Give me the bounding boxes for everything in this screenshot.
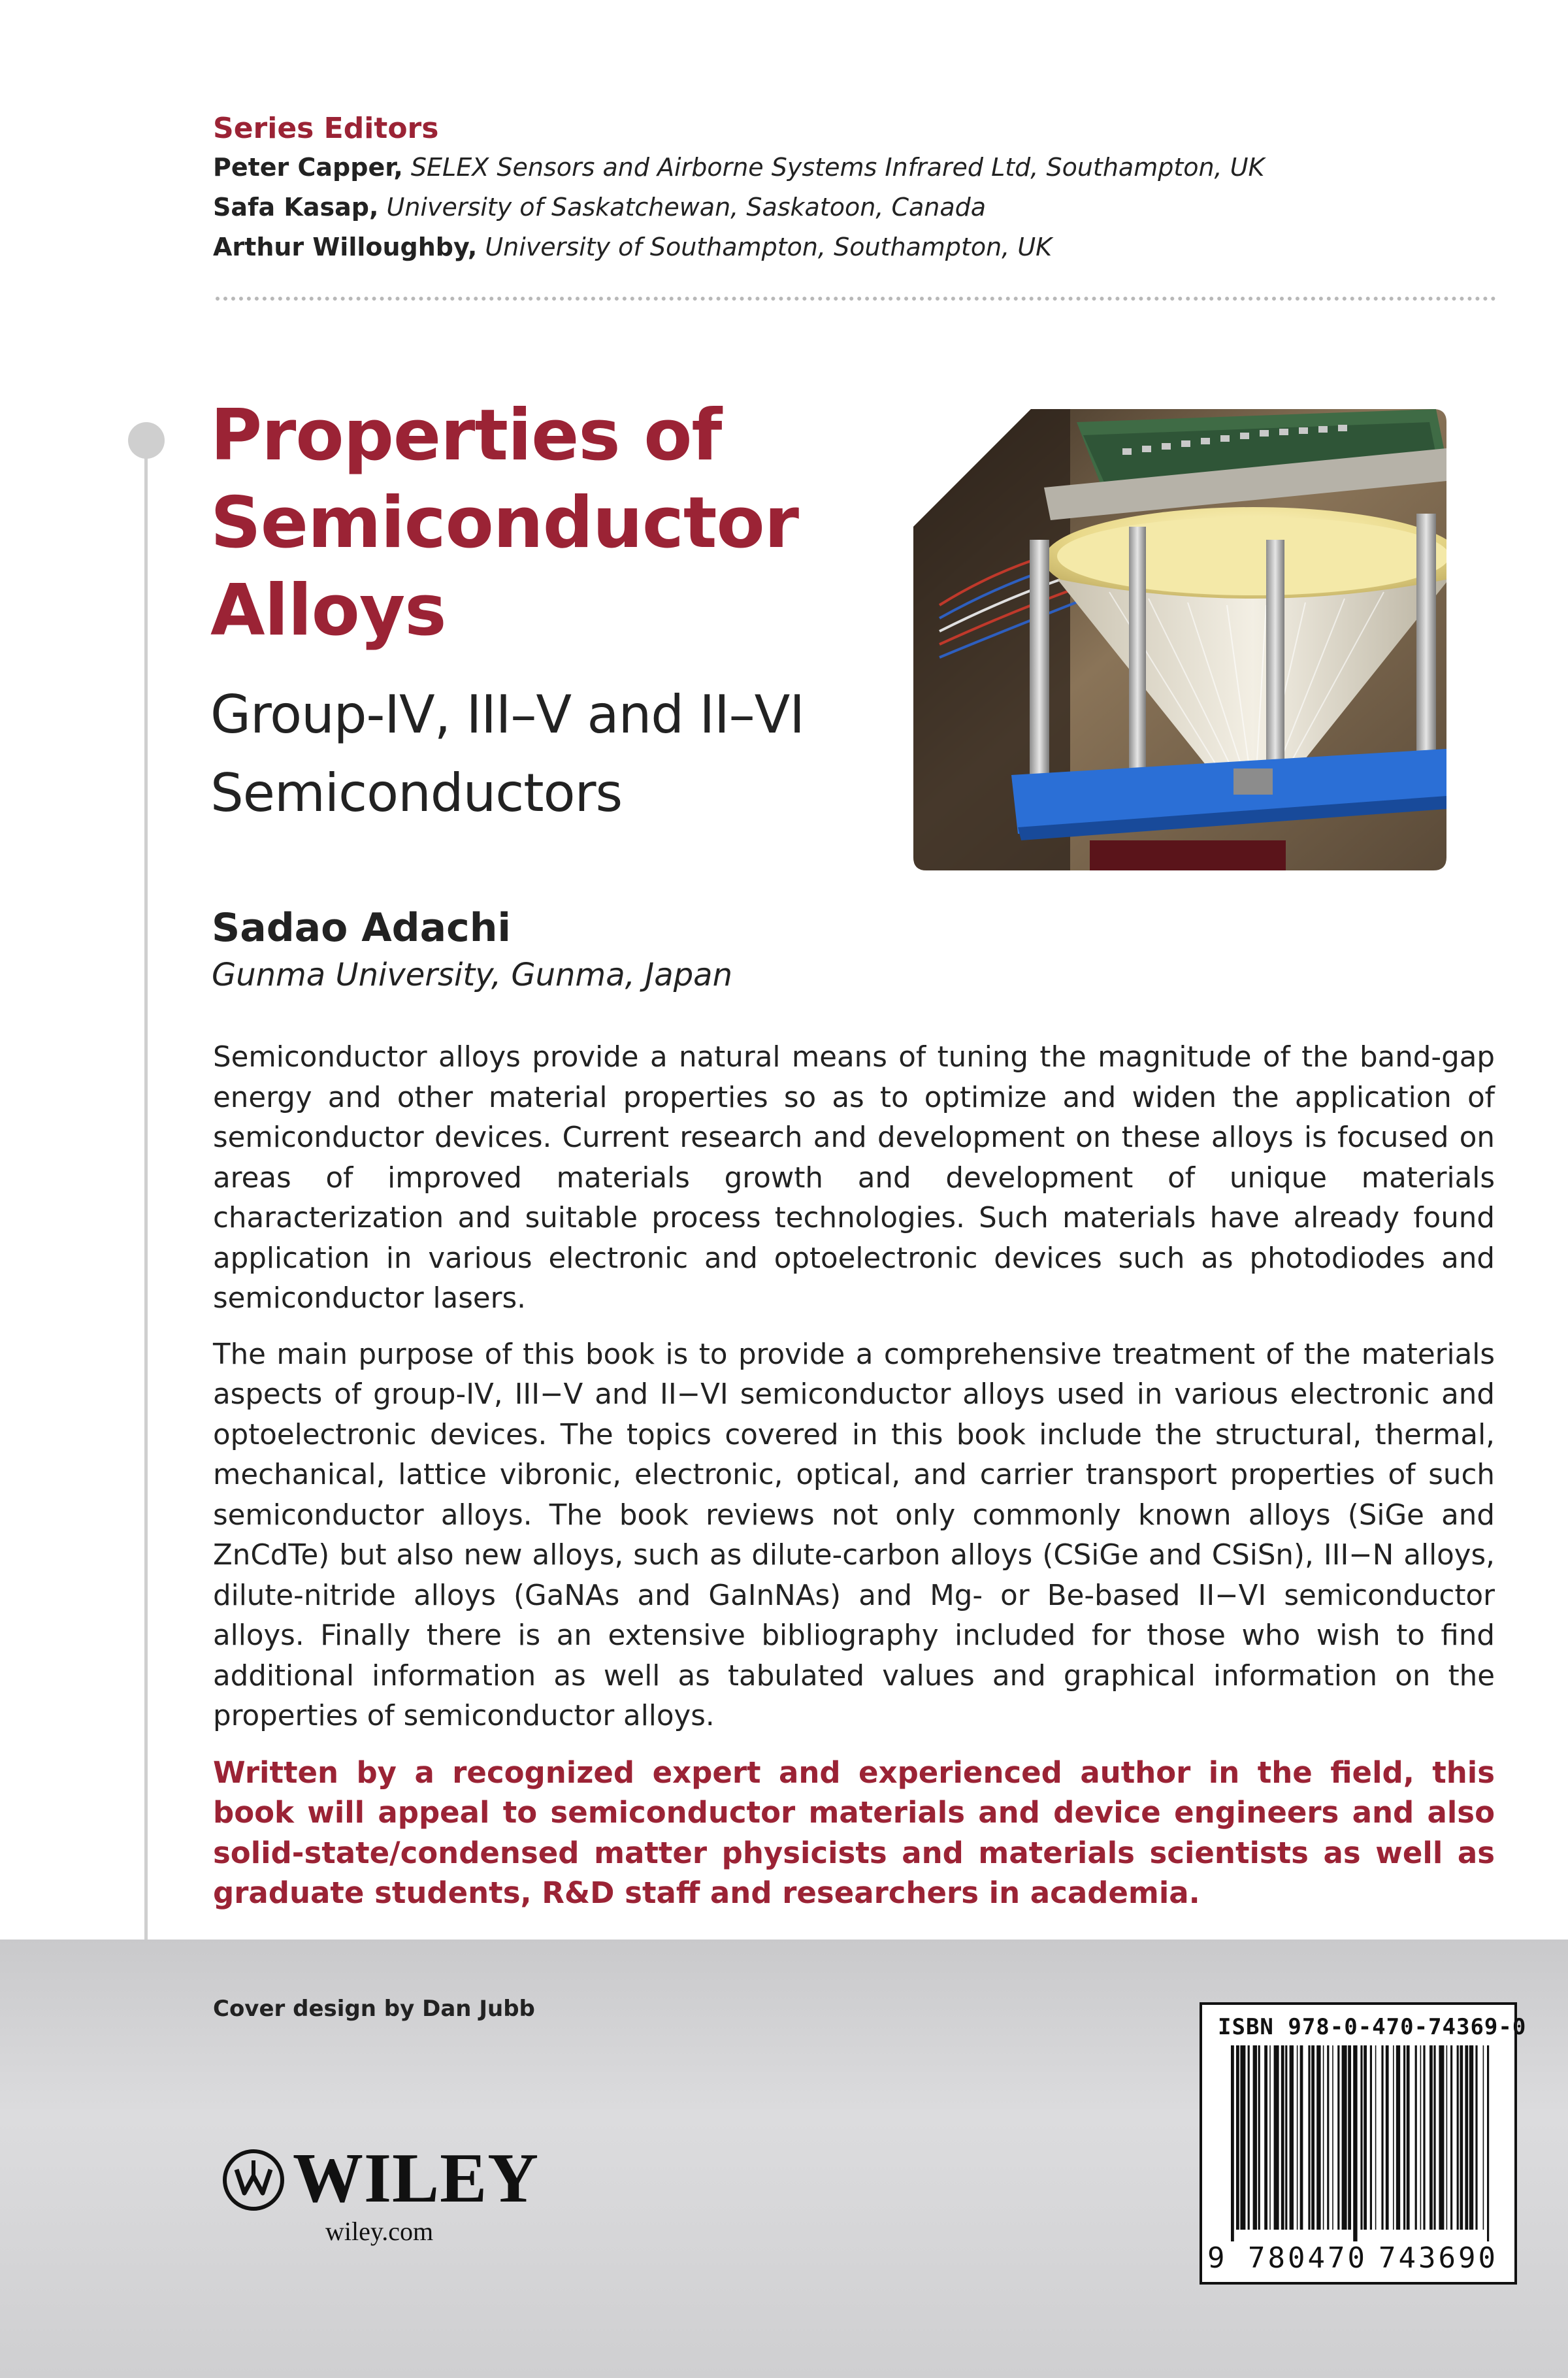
subtitle-line: Group-IV, III–V and II–VI [210,684,804,745]
barcode-bar [1274,2045,1279,2230]
barcode-bar [1236,2045,1239,2230]
barcode-bar [1460,2045,1463,2230]
barcode-bar [1240,2045,1245,2230]
barcode [1211,2045,1505,2241]
barcode-bar [1248,2045,1250,2230]
wiley-seal-icon [221,2147,286,2213]
book-title [210,392,916,655]
series-editors-heading: Series Editors [213,112,439,145]
editor-line [213,227,1520,267]
barcode-bar [1475,2045,1477,2230]
barcode-bar [1264,2045,1267,2230]
isbn-label: ISBN 978-0-470-74369-0 [1218,2014,1527,2040]
barcode-bar [1327,2045,1329,2230]
editor-affiliation: SELEX Sensors and Airborne Systems Infrared Ltd, Southampton, UK [410,153,1265,182]
cover-photo [913,409,1446,870]
barcode-bar [1487,2045,1489,2241]
barcode-bar [1370,2045,1372,2230]
barcode-bar [1269,2045,1271,2230]
barcode-bar [1231,2045,1234,2241]
barcode-digit-group: 780470 [1248,2241,1367,2275]
rule-bullet [128,422,165,459]
barcode-bar [1483,2045,1484,2230]
barcode-bar [1285,2045,1287,2230]
barcode-bar [1429,2045,1433,2230]
cover-credit: Cover design by Dan Jubb [213,1996,535,2022]
barcode-bar [1332,2045,1333,2230]
barcode-bar [1337,2045,1339,2230]
barcode-bar [1450,2045,1452,2230]
editor-name: Arthur Willoughby, [213,233,478,261]
barcode-bar [1386,2045,1389,2230]
barcode-bar [1290,2045,1294,2230]
barcode-bar [1433,2045,1435,2230]
author-affiliation: Gunma University, Gunma, Japan [212,957,732,993]
barcode-digit-prefix: 9 [1207,2241,1225,2275]
barcode-digits [1207,2240,1508,2279]
barcode-bar [1253,2045,1257,2230]
author-name: Sadao Adachi [212,905,511,951]
editor-affiliation: University of Saskatchewan, Saskatoon, Canada [386,193,987,222]
description-paragraph: Semiconductor alloys provide a natural means of tuning the magnitude of the band-gap energy and other material properties so as to optimize and widen the application of semiconductor devices. Current research and development on these alloys is focused on areas of improved materials growth and development of unique materials characterization and suitable process technologies. Such materials have already found application in various electronic and optoelectronic devices such as photodiodes and semiconductor lasers. [213,1041,1495,1315]
publisher-name: WILEY [293,2139,540,2217]
barcode-bar [1403,2045,1405,2230]
title-line: Alloys [210,570,446,652]
barcode-bar [1375,2045,1377,2230]
highlight-paragraph: Written by a recognized expert and experienced author in the field, this book will appeal to semiconductor materials and device engineers and also solid-state/condensed matter physicists and materials scientists as well as graduate students, R&D staff and researchers in academia. [213,1755,1495,1910]
barcode-bar [1348,2045,1351,2230]
editor-affiliation: University of Southampton, Southampton, UK [485,233,1053,261]
barcode-bar [1465,2045,1468,2230]
barcode-bar [1393,2045,1394,2230]
barcode-bar [1300,2045,1303,2230]
barcode-bar [1311,2045,1315,2230]
barcode-bar [1407,2045,1410,2230]
publisher-url[interactable]: wiley.com [325,2217,434,2246]
editor-line [213,188,1520,227]
barcode-bar [1297,2045,1298,2230]
editor-line [213,148,1520,188]
isbn-barcode-box [1200,2002,1527,2285]
barcode-bar [1439,2045,1444,2230]
barcode-bar [1457,2045,1459,2230]
barcode-bar [1360,2045,1362,2230]
barcode-bar [1258,2045,1260,2230]
barcode-digit-group: 743690 [1379,2241,1498,2275]
book-subtitle [210,676,929,833]
barcode-bar [1469,2045,1473,2230]
barcode-bar [1353,2045,1357,2241]
editor-name: Peter Capper, [213,153,403,182]
barcode-bar [1281,2045,1284,2230]
publisher-logo [216,2139,540,2252]
barcode-bar [1446,2045,1448,2230]
series-editors [213,110,1520,267]
barcode-bar [1381,2045,1383,2230]
barcode-bar [1423,2045,1425,2230]
barcode-bar [1308,2045,1310,2230]
description-paragraph: The main purpose of this book is to provide a comprehensive treatment of the materials aspects of group-IV, III−V and II−VI semiconductor alloys used in various electronic and optoelectronic devices. The topics covered in this book include the structural, thermal, mechanical, lattice vibronic, electronic, optical, and carrier transport properties of such semiconductor alloys. The book reviews not only commonly known alloys (SiGe and ZnCdTe) but also new alloys, such as dilute-carbon alloys (CSiGe and CSiSn), III−N alloys, dilute-nitride alloys (GaNAs and GaInNAs) and Mg- or Be-based II−VI semiconductor alloys. Finally there is an extensive bibliography included for those who wish to find additional information as well as tabulated values and graphical information on the properties of semiconductor alloys. [213,1338,1495,1732]
barcode-bar [1323,2045,1324,2230]
title-line: Properties of [210,395,722,476]
barcode-bar [1316,2045,1320,2230]
book-description [213,1038,1495,1929]
title-line: Semiconductor [210,482,798,564]
barcode-bar [1364,2045,1367,2230]
editor-name: Safa Kasap, [213,193,379,222]
subtitle-line: Semiconductors [210,763,623,823]
barcode-bar [1420,2045,1422,2230]
barcode-bar [1342,2045,1347,2230]
barcode-bar [1415,2045,1417,2230]
barcode-bar [1396,2045,1400,2230]
vertical-rule [144,442,148,1945]
dotted-divider [216,297,1496,301]
